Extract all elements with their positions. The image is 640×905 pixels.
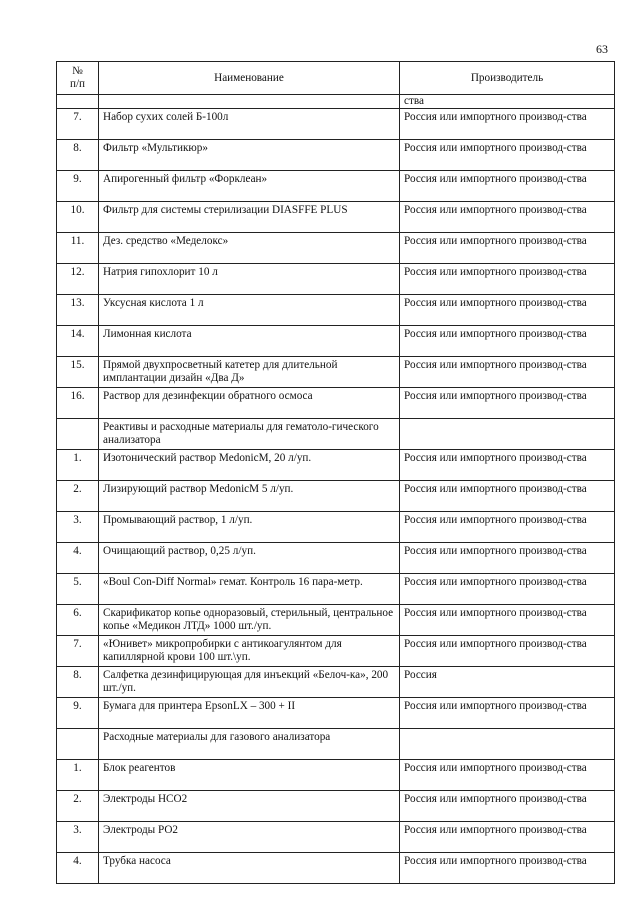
item-name: «Boul Con-Diff Normal» гемат. Контроль 16 пара-метр.	[99, 574, 400, 605]
item-number: 9.	[57, 171, 99, 202]
item-manufacturer: Россия или импортного производ-ства	[400, 512, 615, 543]
item-name: Трубка насоса	[99, 853, 400, 884]
item-manufacturer: Россия или импортного производ-ства	[400, 388, 615, 419]
item-name: Натрия гипохлорит 10 л	[99, 264, 400, 295]
item-manufacturer: Россия или импортного производ-ства	[400, 109, 615, 140]
continuation-name	[99, 95, 400, 109]
item-manufacturer: Россия или импортного производ-ства	[400, 264, 615, 295]
item-number: 8.	[57, 140, 99, 171]
item-number: 4.	[57, 543, 99, 574]
item-manufacturer: Россия или импортного производ-ства	[400, 481, 615, 512]
item-number: 5.	[57, 574, 99, 605]
section-header-row	[57, 729, 615, 760]
item-number: 4.	[57, 853, 99, 884]
table-row	[57, 791, 615, 822]
item-name: Прямой двухпросветный катетер для длительной имплантации дизайн «Два Д»	[99, 357, 400, 388]
table-row	[57, 822, 615, 853]
item-manufacturer: Россия или импортного производ-ства	[400, 760, 615, 791]
item-number: 16.	[57, 388, 99, 419]
section-manufacturer-cell	[400, 729, 615, 760]
item-manufacturer: Россия	[400, 667, 615, 698]
section-title: Реактивы и расходные материалы для гематоло-гического анализатора	[99, 419, 400, 450]
item-manufacturer: Россия или импортного производ-ства	[400, 295, 615, 326]
header-number: № п/п	[57, 62, 99, 95]
item-manufacturer: Россия или импортного производ-ства	[400, 450, 615, 481]
item-name: Фильтр «Мультикюр»	[99, 140, 400, 171]
table-row	[57, 481, 615, 512]
item-number: 14.	[57, 326, 99, 357]
item-manufacturer: Россия или импортного производ-ства	[400, 636, 615, 667]
item-number: 1.	[57, 760, 99, 791]
header-manufacturer: Производитель	[400, 62, 615, 95]
equipment-table	[56, 61, 615, 884]
item-number: 3.	[57, 822, 99, 853]
item-manufacturer: Россия или импортного производ-ства	[400, 543, 615, 574]
section-header-row	[57, 419, 615, 450]
item-name: Раствор для дезинфекции обратного осмоса	[99, 388, 400, 419]
item-name: Бумага для принтера EpsonLX – 300 + II	[99, 698, 400, 729]
table-row	[57, 295, 615, 326]
item-manufacturer: Россия или импортного производ-ства	[400, 202, 615, 233]
table-row	[57, 605, 615, 636]
table-row	[57, 853, 615, 884]
item-number: 13.	[57, 295, 99, 326]
item-manufacturer: Россия или импортного производ-ства	[400, 605, 615, 636]
item-number: 9.	[57, 698, 99, 729]
item-name: Фильтр для системы стерилизации DIASFFE PLUS	[99, 202, 400, 233]
item-manufacturer: Россия или импортного производ-ства	[400, 357, 615, 388]
item-name: Очищающий раствор, 0,25 л/уп.	[99, 543, 400, 574]
item-manufacturer: Россия или импортного производ-ства	[400, 853, 615, 884]
item-manufacturer: Россия или импортного производ-ства	[400, 698, 615, 729]
table-row	[57, 171, 615, 202]
section-number-cell	[57, 729, 99, 760]
table-row	[57, 667, 615, 698]
section-number-cell	[57, 419, 99, 450]
item-name: Скарификатор копье одноразовый, стерильный, центральное копье «Медикон ЛТД» 1000 шт./уп.	[99, 605, 400, 636]
item-number: 10.	[57, 202, 99, 233]
item-number: 6.	[57, 605, 99, 636]
table-row	[57, 109, 615, 140]
item-number: 2.	[57, 791, 99, 822]
table-row	[57, 636, 615, 667]
item-name: Изотонический раствор MedonicM, 20 л/уп.	[99, 450, 400, 481]
item-name: Блок реагентов	[99, 760, 400, 791]
item-name: Лимонная кислота	[99, 326, 400, 357]
table-body	[57, 95, 615, 884]
item-number: 15.	[57, 357, 99, 388]
table-row	[57, 512, 615, 543]
item-manufacturer: Россия или импортного производ-ства	[400, 171, 615, 202]
table-row	[57, 326, 615, 357]
table-row	[57, 202, 615, 233]
item-manufacturer: Россия или импортного производ-ства	[400, 140, 615, 171]
item-number: 3.	[57, 512, 99, 543]
item-manufacturer: Россия или импортного производ-ства	[400, 574, 615, 605]
header-name: Наименование	[99, 62, 400, 95]
item-name: Лизирующий раствор MedonicM 5 л/уп.	[99, 481, 400, 512]
item-name: Салфетка дезинфицирующая для инъекций «Белоч-ка», 200 шт./уп.	[99, 667, 400, 698]
item-number: 7.	[57, 636, 99, 667]
section-title: Расходные материалы для газового анализатора	[99, 729, 400, 760]
table-row	[57, 450, 615, 481]
item-manufacturer: Россия или импортного производ-ства	[400, 233, 615, 264]
continuation-manufacturer: ства	[400, 95, 615, 109]
table-header-row	[57, 62, 615, 95]
item-number: 11.	[57, 233, 99, 264]
table-row	[57, 140, 615, 171]
item-number: 7.	[57, 109, 99, 140]
item-manufacturer: Россия или импортного производ-ства	[400, 326, 615, 357]
section-manufacturer-cell	[400, 419, 615, 450]
item-number: 8.	[57, 667, 99, 698]
table-row	[57, 760, 615, 791]
item-manufacturer: Россия или импортного производ-ства	[400, 791, 615, 822]
item-number: 2.	[57, 481, 99, 512]
table-row	[57, 233, 615, 264]
table-row	[57, 543, 615, 574]
item-name: «Юнивет» микропробирки с антикоагулянтом для капиллярной крови 100 шт.\уп.	[99, 636, 400, 667]
item-number: 12.	[57, 264, 99, 295]
continuation-row	[57, 95, 615, 109]
item-name: Набор сухих солей Б-100л	[99, 109, 400, 140]
item-name: Электроды РО2	[99, 822, 400, 853]
table-row	[57, 264, 615, 295]
item-name: Дез. средство «Меделокс»	[99, 233, 400, 264]
page-number: 63	[596, 42, 608, 56]
item-name: Электроды НСО2	[99, 791, 400, 822]
table-row	[57, 357, 615, 388]
table-row	[57, 574, 615, 605]
item-name: Апирогенный фильтр «Форклеан»	[99, 171, 400, 202]
item-name: Промывающий раствор, 1 л/уп.	[99, 512, 400, 543]
item-name: Уксусная кислота 1 л	[99, 295, 400, 326]
item-number: 1.	[57, 450, 99, 481]
table-row	[57, 388, 615, 419]
item-manufacturer: Россия или импортного производ-ства	[400, 822, 615, 853]
continuation-number	[57, 95, 99, 109]
table-row	[57, 698, 615, 729]
